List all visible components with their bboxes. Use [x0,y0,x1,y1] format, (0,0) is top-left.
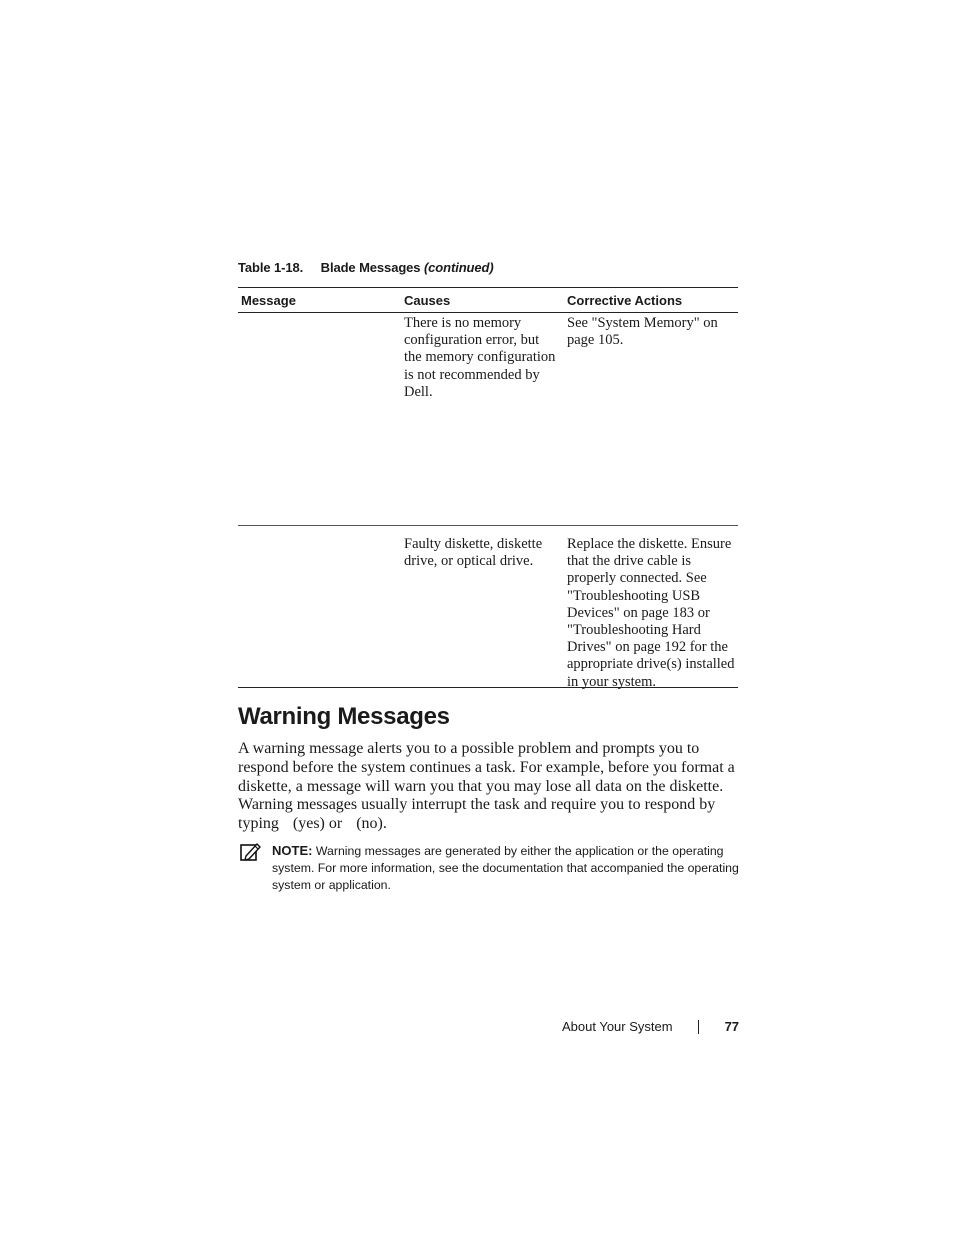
table-caption-continued: (continued) [423,260,494,275]
cell-causes: There is no memory configuration error, but the memory configuration is not recommended by Dell. [404,315,556,400]
note-text [272,842,742,894]
table-header-row [238,288,738,313]
note-body: Warning messages are generated by either the application or the operating system. For more information, see the documentation that accompanied the operating system or application. [272,844,739,892]
table-row [238,526,738,688]
cell-actions: See "System Memory" on page 105. [567,315,718,349]
page-footer [562,1019,739,1034]
footer-page-number: 77 [724,1019,740,1034]
note-label: NOTE: [272,843,313,858]
cell-message [238,313,401,525]
cell-causes: Faulty diskette, diskette drive, or optical drive. [404,536,543,570]
header-causes: Causes [404,292,451,308]
cell-actions: Replace the diskette. Ensure that the drive cable is properly connected. See "Troubleshooting USB Devices" on page 183 or "Troubleshooting Hard Drives" on page 192 for the appropriate drive(s) installed in your system. [567,536,735,690]
paragraph-main-text: A warning message alerts you to a possible problem and prompts you to respond before the system continues a task. For example, before you format a diskette, a message will warn you that you may lose all data on the diskette. Warning messages usually interrupt the task and require you to respond by typing [238,740,735,833]
header-corrective-actions: Corrective Actions [567,292,683,308]
section-heading: Warning Messages [238,703,450,730]
body-paragraph [238,740,738,834]
paragraph-yes-text: (yes) or [292,815,343,833]
table-caption-number: Table 1-18. [238,260,304,275]
note-pencil-icon [240,842,262,862]
table-row [238,313,738,526]
blade-messages-table [238,287,738,688]
cell-message [238,534,401,687]
header-message: Message [241,292,296,308]
footer-divider [698,1020,699,1034]
table-caption [238,260,494,275]
table-caption-title: Blade Messages [320,260,421,275]
footer-section-title: About Your System [562,1019,673,1034]
paragraph-no-text: (no). [356,815,387,833]
